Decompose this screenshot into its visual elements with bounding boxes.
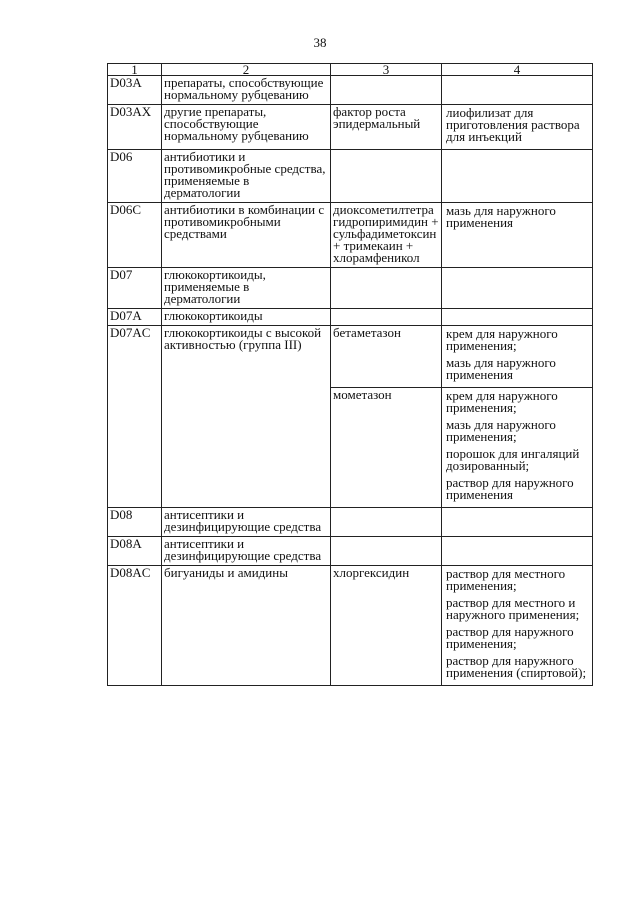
group-name: глюкокортикоиды <box>162 309 331 326</box>
atc-code: D03A <box>108 76 162 105</box>
column-header-3: 3 <box>331 64 442 76</box>
dosage-forms <box>442 76 593 105</box>
substance-name: мометазон <box>331 388 442 508</box>
atc-code: D07 <box>108 268 162 309</box>
dosage-form: крем для наружного применения; <box>446 326 558 353</box>
group-name: антибиотики и противомикробные средства, применяемые в дерматологии <box>162 150 331 203</box>
atc-code: D06C <box>108 203 162 268</box>
dosage-forms <box>442 203 593 268</box>
dosage-form: раствор для наружного применения <box>446 475 574 502</box>
group-name: антибиотики в комбинации с противомикробными средствами <box>162 203 331 268</box>
substance-name: бетаметазон <box>331 326 442 388</box>
dosage-forms <box>442 537 593 566</box>
dosage-forms <box>442 566 593 686</box>
substance-name <box>331 76 442 105</box>
substance-name: диоксометилтетрагидропиримидин + сульфадиметоксин + тримекаин + хлорамфеникол <box>331 203 442 268</box>
substance-name: фактор роста эпидермальный <box>331 105 442 150</box>
column-header-1: 1 <box>108 64 162 76</box>
atc-code: D07AC <box>108 326 162 508</box>
table-row <box>108 268 593 309</box>
table-row <box>108 537 593 566</box>
atc-code: D08AC <box>108 566 162 686</box>
group-name: глюкокортикоиды с высокой активностью (группа III) <box>162 326 331 508</box>
dosage-form: лиофилизат для приготовления раствора для инъекций <box>446 105 580 144</box>
substance-name <box>331 537 442 566</box>
dosage-forms <box>442 388 593 508</box>
dosage-form: порошок для ингаляций дозированный; <box>446 446 580 473</box>
substance-name <box>331 309 442 326</box>
group-name: антисептики и дезинфицирующие средства <box>162 508 331 537</box>
dosage-form: раствор для местного применения; <box>446 566 566 593</box>
dosage-forms <box>442 105 593 150</box>
dosage-form: раствор для наружного применения (спиртовой); <box>446 653 587 680</box>
dosage-forms <box>442 309 593 326</box>
table-row <box>108 76 593 105</box>
substance-name: хлоргексидин <box>331 566 442 686</box>
table-header-row <box>108 64 593 76</box>
column-header-2: 2 <box>162 64 331 76</box>
dosage-forms <box>442 326 593 388</box>
dosage-forms <box>442 150 593 203</box>
substance-name <box>331 268 442 309</box>
column-header-4: 4 <box>442 64 593 76</box>
group-name: другие препараты, способствующие нормальному рубцеванию <box>162 105 331 150</box>
table-row <box>108 309 593 326</box>
atc-code: D06 <box>108 150 162 203</box>
dosage-form: раствор для местного и наружного применения; <box>446 595 580 622</box>
atc-code: D03AX <box>108 105 162 150</box>
atc-code: D07A <box>108 309 162 326</box>
dosage-form: раствор для наружного применения; <box>446 624 574 651</box>
table-row <box>108 326 593 388</box>
drug-list-table <box>107 63 593 686</box>
group-name: препараты, способствующие нормальному рубцеванию <box>162 76 331 105</box>
page-number: 38 <box>313 35 327 50</box>
group-name: антисептики и дезинфицирующие средства <box>162 537 331 566</box>
dosage-forms <box>442 268 593 309</box>
table-row <box>108 105 593 150</box>
dosage-forms <box>442 508 593 537</box>
table-row <box>108 203 593 268</box>
table-row <box>108 150 593 203</box>
atc-code: D08A <box>108 537 162 566</box>
table-row <box>108 508 593 537</box>
atc-code: D08 <box>108 508 162 537</box>
substance-name <box>331 508 442 537</box>
substance-name <box>331 150 442 203</box>
dosage-form: крем для наружного применения; <box>446 388 558 415</box>
dosage-form: мазь для наружного применения <box>446 203 556 230</box>
dosage-form: мазь для наружного применения <box>446 355 556 382</box>
dosage-form: мазь для наружного применения; <box>446 417 556 444</box>
table-row <box>108 566 593 686</box>
group-name: глюкокортикоиды, применяемые в дерматологии <box>162 268 331 309</box>
group-name: бигуаниды и амидины <box>162 566 331 686</box>
